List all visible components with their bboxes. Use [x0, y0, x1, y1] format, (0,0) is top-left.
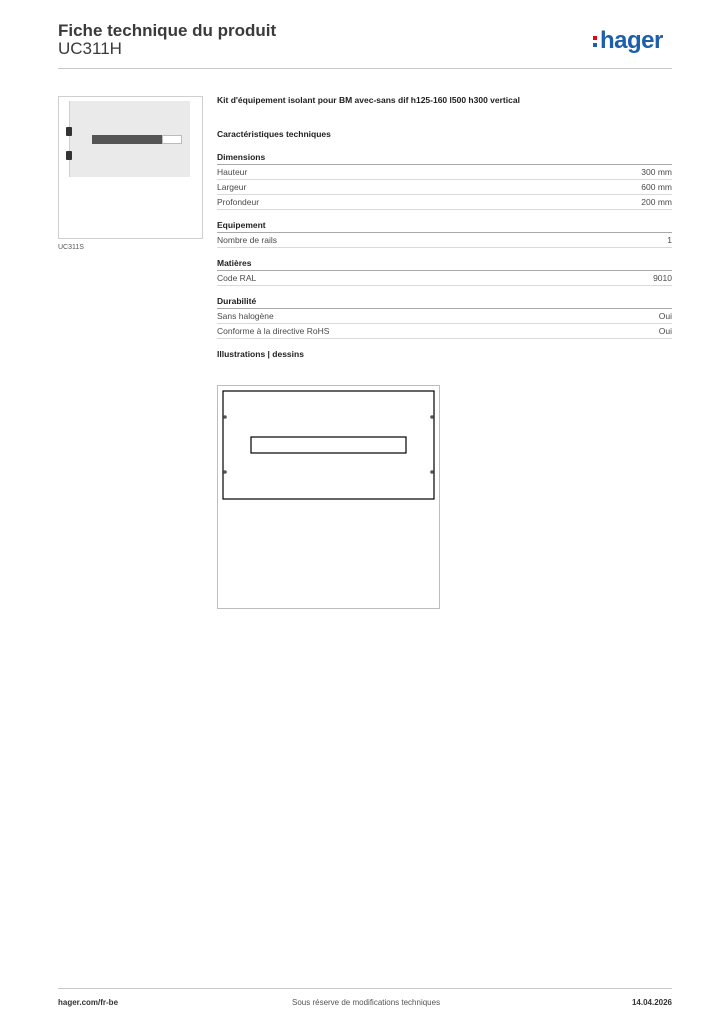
spec-label: Profondeur — [217, 197, 260, 207]
drawing-panel-outline — [223, 391, 434, 499]
spec-row — [217, 324, 672, 339]
specifications — [217, 95, 672, 369]
spec-row — [217, 165, 672, 180]
drawing-screw-hole — [430, 415, 434, 419]
logo-text: hager — [600, 27, 663, 54]
panel-slot — [92, 135, 162, 144]
spec-value: Oui — [658, 326, 672, 336]
footer-website-link[interactable]: hager.com/fr-be — [58, 998, 119, 1007]
technical-drawing — [217, 385, 440, 609]
spec-value: 9010 — [653, 273, 672, 283]
logo-mark-icon — [593, 33, 598, 50]
drawing-screw-hole — [430, 470, 434, 474]
footer-notice: Sous réserve de modifications techniques — [292, 998, 441, 1007]
group-title: Durabilité — [217, 296, 672, 309]
product-description: Kit d'équipement isolant pour BM avec-sans dif h125-160 l500 h300 vertical — [217, 95, 520, 105]
panel-clip-icon — [66, 151, 72, 160]
spec-row — [217, 180, 672, 195]
group-dimensions — [217, 152, 672, 210]
section-title: Caractéristiques techniques — [217, 129, 331, 139]
spec-value: 600 mm — [641, 182, 672, 192]
group-title: Equipement — [217, 220, 672, 233]
drawing-svg — [218, 386, 439, 608]
illustrations-title: Illustrations | dessins — [217, 349, 304, 359]
spec-label: Nombre de rails — [217, 235, 277, 245]
drawing-slot — [251, 437, 406, 453]
group-durabilite — [217, 296, 672, 339]
group-equipement — [217, 220, 672, 248]
spec-value: 300 mm — [641, 167, 672, 177]
spec-row — [217, 195, 672, 210]
spec-label: Conforme à la directive RoHS — [217, 326, 330, 336]
spec-row — [217, 233, 672, 248]
hager-logo[interactable] — [593, 27, 663, 55]
footer-divider — [58, 988, 672, 989]
panel-slot-opening — [162, 135, 182, 144]
spec-value: Oui — [658, 311, 672, 321]
panel-photo-image — [69, 101, 190, 177]
spec-label: Sans halogène — [217, 311, 274, 321]
product-code: UC311H — [58, 39, 122, 58]
group-title: Matières — [217, 258, 672, 271]
page-title: Fiche technique du produit — [58, 21, 277, 40]
spec-row — [217, 271, 672, 286]
product-photo — [58, 96, 203, 239]
spec-value: 200 mm — [641, 197, 672, 207]
group-title: Dimensions — [217, 152, 672, 165]
header-divider — [58, 68, 672, 69]
drawing-screw-hole — [223, 415, 227, 419]
spec-row — [217, 309, 672, 324]
drawing-screw-hole — [223, 470, 227, 474]
photo-caption: UC311S — [58, 244, 84, 251]
footer-date: 14.04.2026 — [631, 998, 672, 1007]
spec-label: Hauteur — [217, 167, 248, 177]
spec-value: 1 — [667, 235, 672, 245]
group-matieres — [217, 258, 672, 286]
spec-label: Largeur — [217, 182, 247, 192]
panel-clip-icon — [66, 127, 72, 136]
spec-label: Code RAL — [217, 273, 257, 283]
